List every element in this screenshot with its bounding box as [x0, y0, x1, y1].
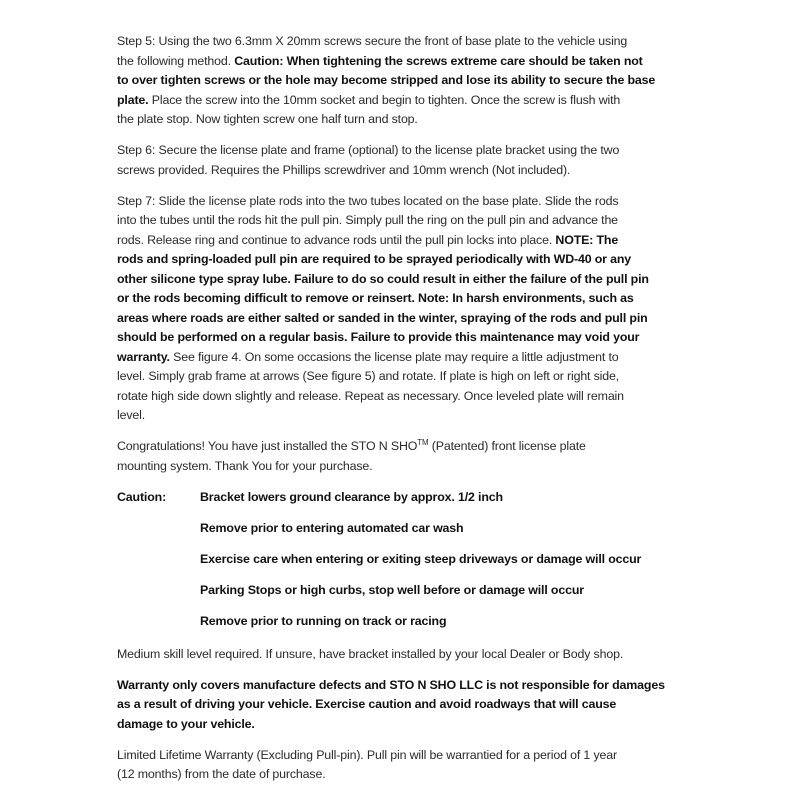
text-run: rotate high side down slightly and release. Repeat as necessary. Once leveled plate will remain	[117, 388, 624, 403]
text-run: See figure 4. On some occasions the license plate may require a little adjustment to	[169, 349, 619, 364]
text-line: Warranty only covers manufacture defects and STO N SHO LLC is not responsible for damages	[117, 677, 665, 692]
text-line	[117, 387, 677, 407]
instruction-document	[117, 32, 677, 796]
caution-row	[117, 519, 677, 550]
text-run: into the tubes until the rods hit the pull pin. Simply pull the ring on the pull pin and advance the	[117, 213, 618, 227]
text-line	[117, 309, 677, 329]
text-line: Medium skill level required. If unsure, have bracket installed by your local Dealer or Body shop.	[117, 646, 624, 661]
bold-text-run: or the rods becoming difficult to remove or reinsert. Note: In harsh environments, such as	[117, 291, 634, 305]
text-line	[117, 367, 677, 387]
skill-level-paragraph	[117, 645, 677, 665]
limited-warranty-paragraph	[117, 746, 677, 785]
text-line	[117, 71, 677, 91]
text-run: Congratulations! You have just installed the STO N SHO	[117, 439, 418, 453]
caution-item: Bracket lowers ground clearance by approx. 1/2 inch	[200, 489, 503, 504]
text-line	[117, 250, 677, 270]
step-5-paragraph	[117, 32, 677, 130]
caution-item: Remove prior to running on track or racing	[200, 613, 447, 628]
text-line	[117, 328, 677, 348]
bold-text-run: other silicone type spray lube. Failure to do so could result in either the failure of the pull pin	[117, 271, 649, 286]
text-run: the plate stop. Now tighten screw one half turn and stop.	[117, 112, 418, 126]
text-line: Limited Lifetime Warranty (Excluding Pull-pin). Pull pin will be warrantied for a period of 1 year	[117, 747, 617, 762]
bold-text-run: warranty.	[117, 349, 170, 364]
text-line	[117, 52, 677, 72]
text-line	[117, 348, 677, 368]
text-line: mounting system. Thank You for your purchase.	[117, 458, 373, 473]
bold-text-run: plate.	[117, 92, 149, 107]
text-line	[117, 91, 677, 111]
text-line	[117, 270, 677, 290]
caution-item: Parking Stops or high curbs, stop well before or damage will occur	[200, 582, 584, 597]
step-7-paragraph	[117, 192, 677, 426]
text-line	[117, 437, 677, 457]
text-run: (Patented) front license plate	[428, 439, 586, 453]
text-line	[117, 192, 677, 212]
text-line	[117, 289, 677, 309]
text-run: screws provided. Requires the Phillips screwdriver and 10mm wrench (Not included).	[117, 162, 571, 177]
bold-text-run: should be performed on a regular basis. Failure to provide this maintenance may void your	[117, 330, 640, 344]
warranty-disclaimer-paragraph	[117, 676, 677, 735]
caution-item: Remove prior to entering automated car wash	[200, 520, 464, 535]
trademark-symbol: TM	[417, 437, 429, 447]
caution-row	[117, 550, 677, 581]
text-line	[117, 211, 677, 231]
bold-text-run: to over tighten screws or the hole may become stripped and lose its ability to secure the base	[117, 73, 656, 87]
bold-text-run: areas where roads are either salted or sanded in the winter, spraying of the rods and pull pin	[117, 310, 648, 325]
caution-label: Caution:	[117, 489, 167, 504]
caution-item: Exercise care when entering or exiting steep driveways or damage will occur	[200, 551, 642, 566]
text-line	[117, 231, 677, 251]
text-line: as a result of driving your vehicle. Exercise caution and avoid roadways that will cause	[117, 697, 617, 711]
text-line	[117, 406, 677, 426]
congratulations-paragraph	[117, 437, 677, 476]
text-run: the following method.	[117, 53, 235, 68]
caution-row	[117, 581, 677, 612]
text-run: Step 7: Slide the license plate rods into the two tubes located on the base plate. Slide the rods	[117, 193, 619, 208]
text-line	[117, 110, 677, 130]
text-run: level.	[117, 408, 146, 422]
caution-row	[117, 612, 677, 643]
text-line	[117, 32, 677, 52]
caution-list	[117, 488, 677, 643]
text-line	[117, 161, 677, 181]
text-run: rods. Release ring and continue to advance rods until the pull pin locks into place.	[117, 232, 556, 247]
caution-row	[117, 488, 677, 519]
bold-text-run: rods and spring-loaded pull pin are required to be sprayed periodically with WD-40 or any	[117, 252, 632, 266]
text-run: Place the screw into the 10mm socket and begin to tighten. Once the screw is flush with	[148, 92, 621, 107]
text-line: (12 months) from the date of purchase.	[117, 767, 326, 781]
bold-text-run: Caution: When tightening the screws extreme care should be taken not	[234, 53, 643, 68]
text-run: level. Simply grab frame at arrows (See figure 5) and rotate. If plate is high on left or right side,	[117, 369, 620, 383]
text-line: damage to your vehicle.	[117, 716, 255, 731]
text-line	[117, 141, 677, 161]
step-6-paragraph	[117, 141, 677, 180]
text-run: Step 5: Using the two 6.3mm X 20mm screws secure the front of base plate to the vehicle using	[117, 34, 628, 48]
text-run: Step 6: Secure the license plate and frame (optional) to the license plate bracket using the two	[117, 143, 620, 157]
bold-text-run: NOTE: The	[555, 232, 619, 247]
